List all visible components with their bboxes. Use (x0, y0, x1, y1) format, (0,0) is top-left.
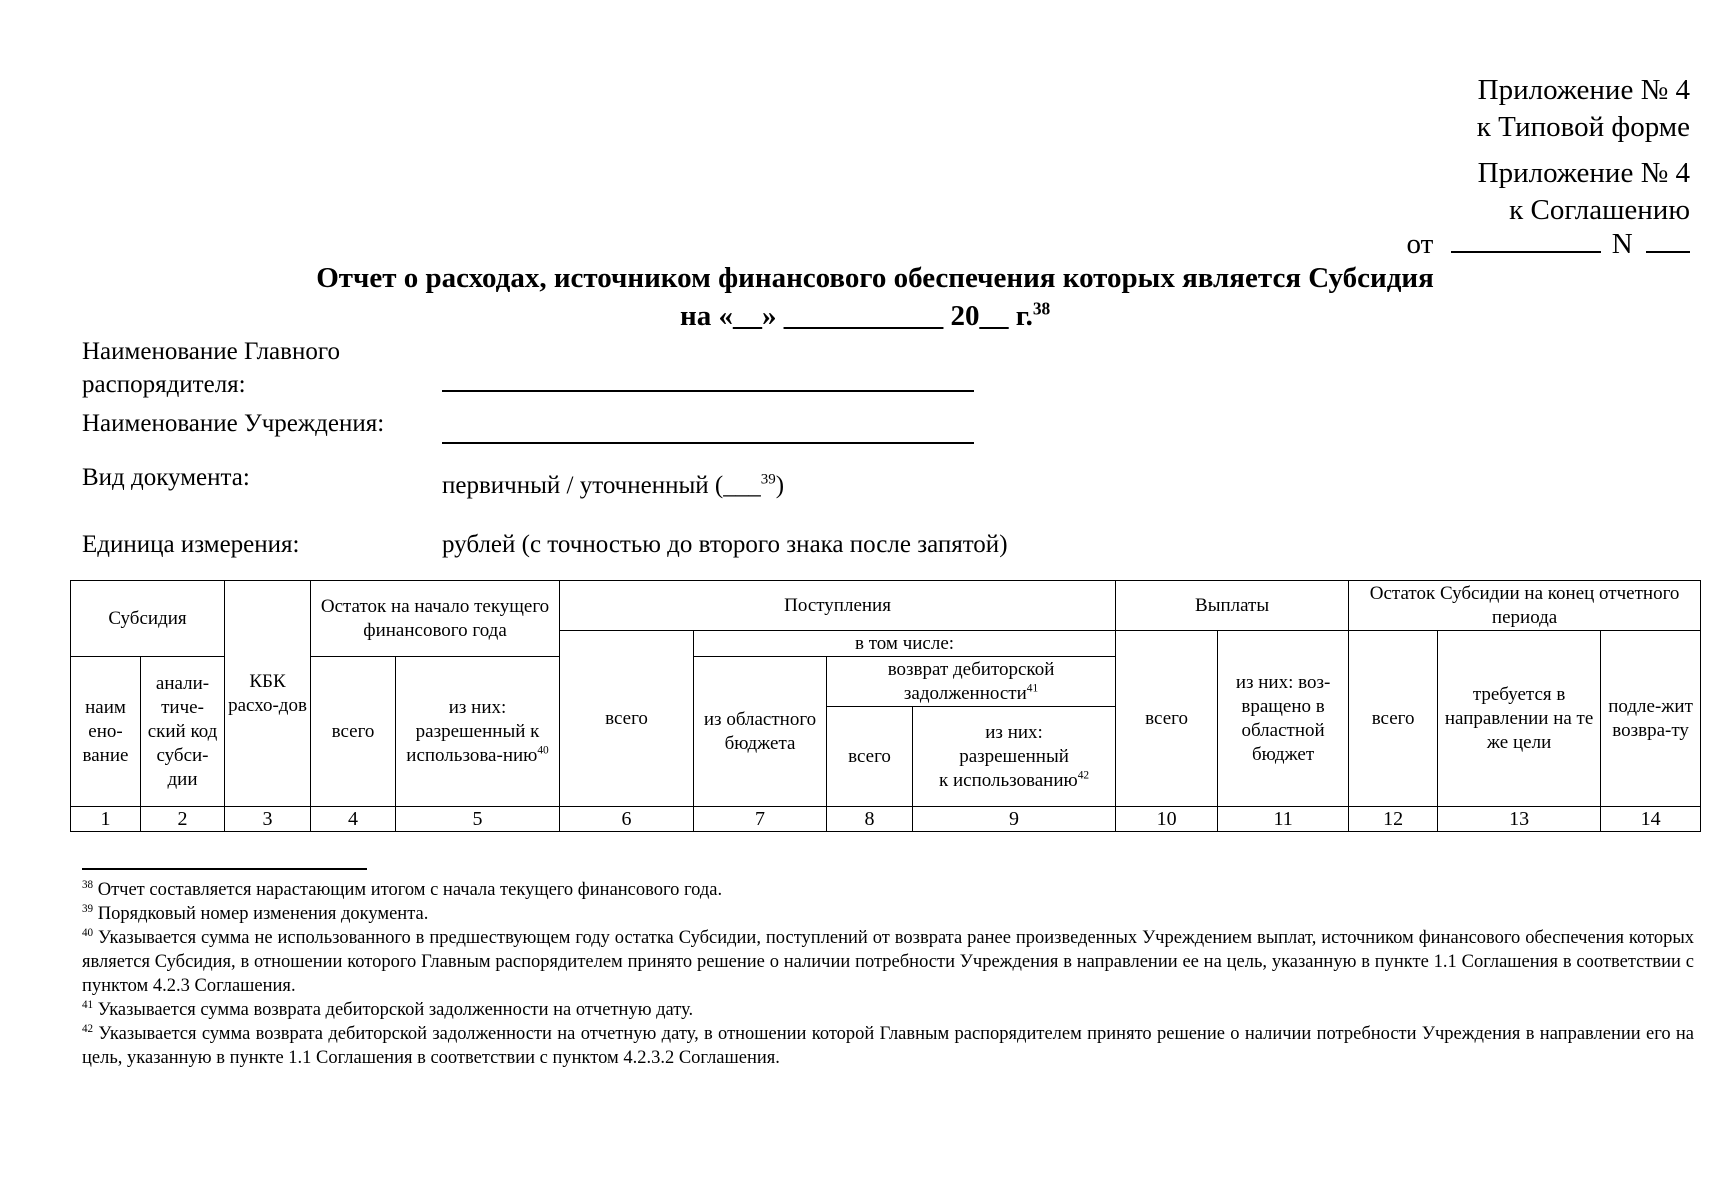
col-payments-total: всего (1116, 631, 1218, 807)
footnote-number: 42 (82, 1022, 94, 1035)
unit-label: Единица измерения: (82, 531, 300, 558)
report-title: Отчет о расходах, источником финансового обеспечения которых является Субсидия (316, 262, 1434, 294)
col-receipts-total: всего (560, 631, 694, 807)
col-receivables-return (827, 657, 1116, 707)
grantor-label-line1: Наименование Главного (82, 338, 340, 365)
grantor-label (82, 335, 340, 401)
footnote-ref: 41 (1026, 682, 1039, 695)
col-number: 13 (1438, 807, 1601, 832)
col-receipts: Поступления (560, 581, 1116, 631)
footnote-separator (82, 868, 367, 870)
col-end-total: всего (1349, 631, 1438, 807)
col-number: 6 (560, 807, 694, 832)
footnote-ref: 42 (1077, 769, 1090, 782)
footnote-text: Порядковый номер изменения документа. (97, 904, 429, 924)
from-prefix: от (1406, 228, 1434, 260)
allowed-line3-text: к использованию (938, 769, 1078, 791)
agreement-date-number (1407, 226, 1691, 263)
col-receivables-return-text: возврат дебиторской задолженности (887, 658, 1055, 704)
col-receipts-incl: в том числе: (694, 631, 1116, 657)
annex-line: к Соглашению (1509, 194, 1690, 226)
grantor-label-line2: распорядителя: (82, 371, 246, 398)
col-payments: Выплаты (1116, 581, 1349, 631)
footnote (82, 1022, 1694, 1070)
column-numbers-row (71, 807, 1701, 832)
col-number: 14 (1601, 807, 1701, 832)
footnote-ref: 40 (537, 744, 549, 757)
col-subsidy-name: наим ено-вание (71, 657, 141, 807)
doc-type-label: Вид документа: (82, 464, 250, 491)
annex-typical-form (1477, 72, 1690, 146)
col-number: 10 (1116, 807, 1218, 832)
footnote (82, 878, 1694, 902)
number-blank (1646, 245, 1690, 253)
footnote-number: 40 (82, 926, 94, 939)
annex-agreement (1478, 155, 1690, 229)
col-number: 9 (913, 807, 1116, 832)
allowed-line1: из них: (985, 721, 1043, 743)
col-balance-allowed-text: из них: разрешенный к использова-нию (406, 696, 540, 766)
col-number: 3 (225, 807, 311, 832)
footnote-ref: 39 (760, 471, 776, 488)
annex-line: Приложение № 4 (1477, 74, 1690, 106)
col-balance-allowed (396, 657, 560, 807)
institution-label: Наименование Учреждения: (82, 410, 385, 437)
footnote-ref: 38 (1032, 298, 1051, 319)
report-table (70, 580, 1701, 832)
date-blank (1451, 245, 1601, 253)
col-receivables-allowed (913, 707, 1116, 807)
annex-line: к Типовой форме (1476, 111, 1690, 143)
col-number: 4 (311, 807, 396, 832)
col-number: 12 (1349, 807, 1438, 832)
allowed-line3 (915, 769, 1113, 793)
col-balance-end: Остаток Субсидии на конец отчетного периода (1349, 581, 1701, 631)
number-label: N (1611, 228, 1633, 260)
col-balance-start: Остаток на начало текущего финансового года (311, 581, 560, 657)
col-subsidy: Субсидия (71, 581, 225, 657)
col-number: 2 (141, 807, 225, 832)
footnote-text: Указывается сумма не использованного в предшествующем году остатка Субсидии, поступлений от возврата ранее произведенных Учреждением выплат, источником финансового обеспечения которых является Субсидия, в отношении которого Главным распорядителем принято решение о наличии потребности Учреждения в направлении ее на цель, указанную в пункте 1.1 Соглашения в соответствии с пунктом 4.2.3 Соглашения. (82, 928, 1695, 996)
col-number: 11 (1218, 807, 1349, 832)
col-number: 7 (694, 807, 827, 832)
col-receivables-total: всего (827, 707, 913, 807)
footnote (82, 998, 1694, 1022)
footnote-text: Указывается сумма возврата дебиторской задолженности на отчетную дату, в отношении которой Главным распорядителем принято решение о наличии потребности Учреждения в направлении его на цель, указанную в пункте 1.1 Соглашения в соответствии с пунктом 4.2.3.2 Соглашения. (82, 1024, 1695, 1068)
col-kbk: КБК расхо-дов (225, 581, 311, 807)
col-payments-returned: из них: воз-вращено в областной бюджет (1218, 631, 1349, 807)
doc-type-close: ) (775, 472, 785, 499)
unit-value: рублей (с точностью до второго знака после запятой) (442, 531, 1008, 558)
report-date (680, 298, 1050, 335)
footnote-number: 39 (82, 902, 94, 915)
col-balance-total: всего (311, 657, 396, 807)
footnote-text: Отчет составляется нарастающим итогом с начала текущего финансового года. (97, 880, 723, 900)
footnote (82, 902, 1694, 926)
report-date-text: на «__» ___________ 20__ г. (680, 300, 1033, 332)
col-subsidy-code: анали-тиче-ский код субси-дии (141, 657, 225, 807)
annex-line: Приложение № 4 (1477, 157, 1690, 189)
col-end-required: требуется в направлении на те же цели (1438, 631, 1601, 807)
footnote-text: Указывается сумма возврата дебиторской задолженности на отчетную дату. (97, 1000, 694, 1020)
col-end-to-return: подле-жит возвра-ту (1601, 631, 1701, 807)
grantor-name-line (442, 390, 974, 392)
footnote-number: 38 (82, 878, 94, 891)
footnote (82, 926, 1694, 998)
col-number: 1 (71, 807, 141, 832)
doc-type-value (442, 469, 784, 502)
footnote-number: 41 (82, 998, 94, 1011)
allowed-line2: разрешенный (959, 745, 1069, 767)
col-number: 5 (396, 807, 560, 832)
col-receipts-regional: из областного бюджета (694, 657, 827, 807)
footnotes (82, 878, 1694, 1070)
institution-name-line (442, 442, 974, 444)
doc-type-text: первичный / уточненный (___ (442, 472, 761, 499)
col-number: 8 (827, 807, 913, 832)
